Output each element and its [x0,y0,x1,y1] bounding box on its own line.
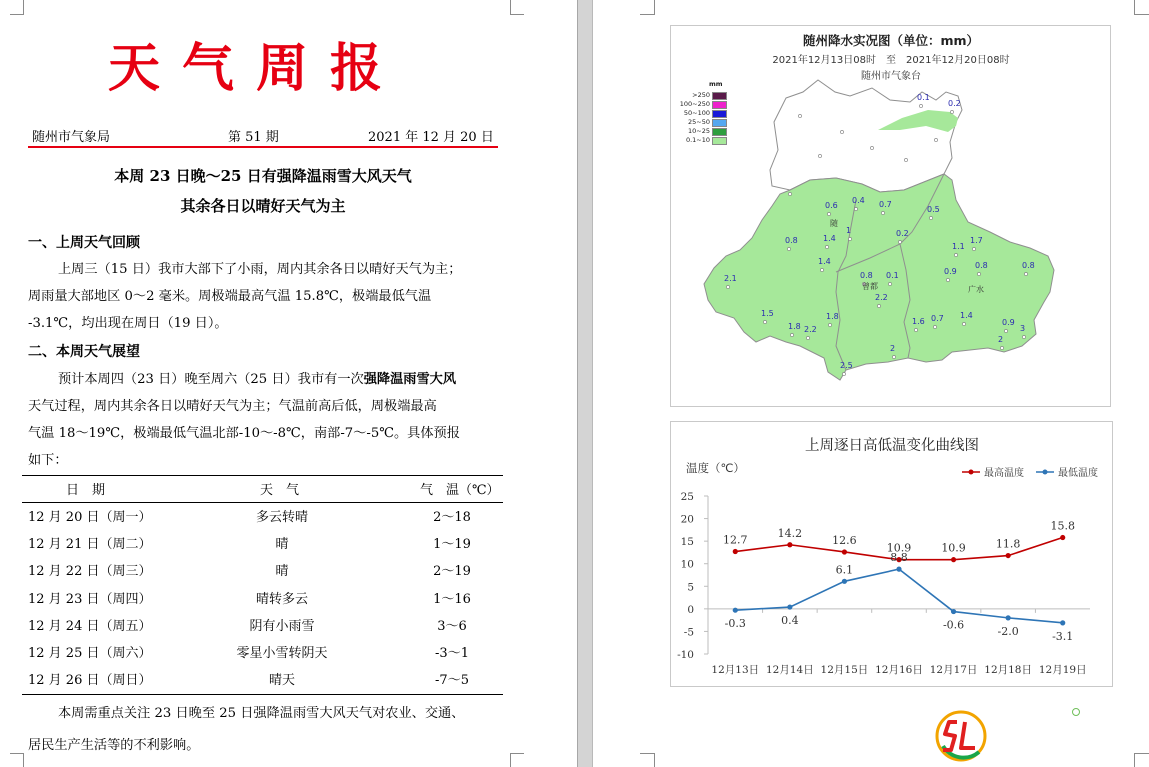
data-point [951,557,956,562]
data-point [733,608,738,613]
legend-unit: mm [709,80,723,88]
section-2-line-start: 预计本周四（23 日）晚至周六（25 日）我市有一次 [58,372,364,387]
forecast-weather-cell: 零星小雪转阴天 [236,646,328,661]
station-value: 0.8 [1022,261,1035,270]
forecast-temp-cell: 1～19 [433,537,471,553]
data-label: 14.2 [777,526,803,540]
station-value: 1.5 [761,309,774,318]
data-label: 8.8 [890,551,908,565]
section-2-line: 如下： [28,453,68,468]
legend-label: 最低温度 [1058,468,1098,479]
section-1-line: 周雨量大部地区 0～2 毫米。周极端最高气温 15.8℃，极端最低气温 [28,289,432,304]
section-2-emphasis: 强降温雨雪大风 [363,372,457,387]
map-title: 随州降水实况图（单位：mm） [802,33,980,48]
x-tick-label: 12月13日 [711,664,760,676]
data-label: 10.9 [886,541,912,555]
section-1-title: 一、上周天气回顾 [28,235,140,251]
station-value: 0.1 [886,271,899,280]
data-label: 6.1 [835,563,854,577]
masthead-title: 天气周报 [108,38,405,99]
data-label: 10.9 [941,541,966,555]
forecast-temp-cell: -3～1 [435,646,469,661]
station-value: 0.8 [860,271,873,280]
forecast-temp-cell: 3～6 [437,618,467,634]
data-point [787,604,792,609]
station-value: 2.2 [875,293,888,302]
station-value: 3 [1020,324,1026,333]
map-place-name: 广水 [968,285,984,294]
station-value: 1.6 [912,317,925,326]
station-value: 1.4 [960,311,973,320]
legend-label: 25~50 [688,118,710,126]
legend-label: >250 [692,91,710,99]
forecast-weather-cell: 晴 [275,564,289,580]
data-label: 12.7 [723,533,748,547]
station-value: 1.8 [788,322,801,331]
section-1-line: -3.1℃，均出现在周日（19 日）。 [28,316,228,331]
section-2-line: 气温 18～19℃，极端最低气温北部-10～-8℃，南部-7～-5℃。具体预报 [28,426,460,441]
station-value: 1.4 [823,234,836,243]
data-label: 11.8 [995,537,1021,551]
section-1-line: 上周三（15 日）我市大部下了小雨，周内其余各日以晴好天气为主； [58,262,462,277]
org-name: 随州市气象局 [32,130,111,145]
y-tick-label: 0 [687,603,694,616]
y-tick-label: -5 [683,626,694,639]
legend-label: 100~250 [679,100,710,108]
data-point [733,549,738,554]
x-tick-label: 12月15日 [820,664,869,676]
sl-logo [933,708,989,764]
headline-line-2: 其余各日以晴好天气为主 [180,197,346,215]
station-value: 2.5 [840,361,853,370]
y-tick-label: 25 [680,491,694,503]
map-subtitle: 2021年12月13日08时 至 2021年12月20日08时 [772,55,1010,66]
station-value: 2.2 [804,325,817,334]
forecast-date-cell: 12 月 25 日（周六） [28,646,152,661]
forecast-weather-cell: 多云转晴 [255,510,308,525]
section-2-line: 天气过程，周内其余各日以晴好天气为主；气温前高后低，周极端最高 [28,399,437,414]
station-value: 1 [846,226,852,235]
issue-number: 第 51 期 [228,130,279,145]
forecast-temp-cell: 2～19 [433,564,471,580]
data-label: 0.4 [781,614,799,628]
data-label: 15.8 [1050,519,1075,533]
map-agency: 随州市气象台 [861,71,921,82]
table-header-temp: 气 温（℃） [420,483,500,498]
map-place-name: 曾都 [862,282,878,291]
y-axis-label: 温度（℃） [686,461,745,475]
station-value: 0.7 [879,200,892,209]
y-tick-label: 15 [680,536,694,549]
station-value: 0.4 [852,196,865,205]
legend-label: 0.1~10 [685,136,710,144]
station-value: 0.5 [927,205,940,214]
station-value: 0.2 [896,229,909,238]
forecast-temp-cell: 2～18 [433,510,471,525]
data-point [1060,535,1065,540]
legend-marker [969,470,974,475]
y-tick-label: -10 [677,649,694,661]
station-value: 0.9 [944,267,957,276]
station-value: 0.8 [785,236,798,245]
table-header-date: 日 期 [66,483,106,498]
forecast-date-cell: 12 月 23 日（周四） [28,591,152,607]
data-label: -3.1 [1052,629,1074,643]
data-point [896,567,901,572]
closing-line: 居民生产生活等的不利影响。 [28,738,200,753]
forecast-date-cell: 12 月 21 日（周二） [28,537,152,553]
x-tick-label: 12月14日 [765,664,814,676]
station-value: 1.4 [818,257,831,266]
station-value: 2 [998,335,1004,344]
table-header-weather: 天 气 [260,483,300,498]
forecast-date-cell: 12 月 20 日（周一） [28,510,152,525]
station-value: 0.9 [1002,318,1015,327]
data-point [842,579,847,584]
station-value: 2.1 [724,274,737,283]
y-tick-label: 20 [680,513,694,526]
data-point [787,542,792,547]
data-label: -2.0 [997,624,1019,638]
issue-date: 2021 年 12 月 20 日 [368,130,494,145]
data-point [842,549,847,554]
legend-label: 10~25 [688,127,710,135]
x-tick-label: 12月19日 [1038,664,1087,676]
forecast-weather-cell: 晴天 [268,673,295,689]
legend-marker [1043,470,1048,475]
data-label: 12.6 [832,533,857,547]
headline-line-1: 本周 23 日晚～25 日有强降温雨雪大风天气 [114,167,412,185]
forecast-weather-cell: 晴转多云 [255,591,308,607]
forecast-date-cell: 12 月 22 日（周三） [28,564,152,580]
data-label: -0.3 [724,617,746,631]
forecast-temp-cell: 1～16 [433,591,471,607]
station-value: 0.7 [931,314,944,323]
x-tick-label: 12月18日 [984,664,1033,676]
data-label: -0.6 [942,618,965,632]
station-value: 0.6 [825,201,838,210]
forecast-date-cell: 12 月 26 日（周日） [28,673,152,689]
forecast-temp-cell: -7～5 [435,673,469,689]
forecast-weather-cell: 晴 [275,537,289,553]
forecast-date-cell: 12 月 24 日（周五） [28,618,152,634]
x-tick-label: 12月17日 [929,664,978,676]
station-value: 0.1 [917,93,930,102]
map-place-name: 随 [830,219,838,228]
station-value: 1.8 [826,312,839,321]
station-value: 2 [890,344,896,353]
section-2-title: 二、本周天气展望 [28,344,140,360]
legend-label: 最高温度 [984,468,1024,479]
closing-line: 本周需重点关注 23 日晚至 25 日强降温雨雪大风天气对农业、交通、 [58,706,465,721]
data-point [951,609,956,614]
legend-label: 50~100 [683,109,710,117]
small-circle-icon [1072,708,1080,716]
station-value: 0.2 [948,99,961,108]
data-point [1006,615,1011,620]
data-point [1060,620,1065,625]
station-value: 1.1 [952,242,965,251]
y-tick-label: 5 [687,581,694,594]
forecast-weather-cell: 阴有小雨雪 [249,618,315,634]
station-value: 0.8 [975,261,988,270]
y-tick-label: 10 [680,558,694,571]
x-tick-label: 12月16日 [875,664,923,676]
station-value: 1.7 [970,236,983,245]
data-point [1006,553,1011,558]
chart-title: 上周逐日高低温变化曲线图 [805,438,979,454]
